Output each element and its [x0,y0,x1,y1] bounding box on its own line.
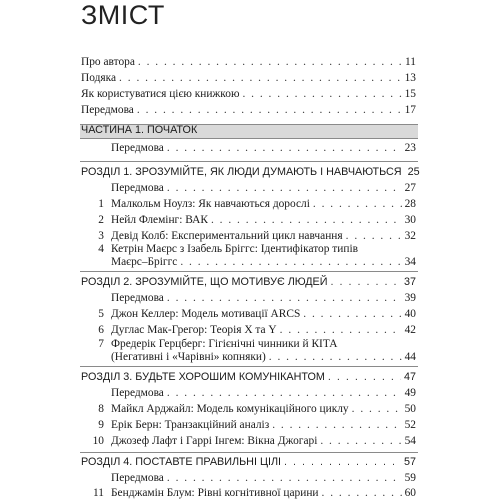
leader-dots [242,88,401,100]
entry-label: Передмова [111,472,164,484]
entry-number: 2 [98,214,104,226]
toc-entry[interactable] [98,403,416,419]
part-heading[interactable] [81,124,416,140]
entry-number: 7 [98,338,104,350]
leader-dots [352,403,402,415]
entry-page: 30 [404,214,416,226]
entry-label: Джон Келлер: Модель мотивації ARCS [111,308,301,320]
leader-dots [320,435,401,447]
toc-entry-line-2[interactable] [111,256,416,272]
toc-entry[interactable] [81,104,416,120]
entry-label: Бенджамін Блум: Рівні когнітивної царини [111,487,319,499]
entry-page: 59 [404,472,416,484]
entry-page: 40 [404,308,416,320]
entry-label: Подяка [81,72,117,84]
entry-page: 52 [404,419,416,431]
leader-dots [346,230,402,242]
toc-entry[interactable] [111,387,416,403]
entry-page: 60 [404,487,416,499]
leader-dots [322,487,402,499]
toc-entry[interactable] [92,435,416,451]
leader-dots [303,308,401,320]
entry-page: 23 [404,142,416,154]
leader-dots [167,292,402,304]
toc-entry[interactable] [98,308,416,324]
toc-entry[interactable] [93,487,416,503]
toc-entry[interactable] [111,472,416,488]
leader-dots [280,324,402,336]
entry-label: Передмова [111,292,164,304]
entry-number: 3 [98,230,104,242]
entry-page: 11 [405,56,416,68]
leader-dots [284,456,401,468]
entry-number: 8 [98,403,104,415]
leader-dots [138,56,402,68]
entry-label: Передмова [111,387,164,399]
entry-page: 32 [404,230,416,242]
page-title: ЗМІСТ [81,0,165,30]
entry-label: Девід Колб: Експериментальний цикл навчання [111,230,343,242]
chapter-page: 57 [403,456,416,468]
toc-entry[interactable] [81,56,416,72]
entry-label: Про автора [81,56,135,68]
chapter-heading[interactable] [81,276,416,292]
entry-page: 39 [404,292,416,304]
entry-page: 17 [404,104,416,116]
chapter-page: 47 [403,371,416,383]
toc-entry[interactable] [98,198,416,214]
entry-page: 50 [404,403,416,415]
entry-label: Дуглас Мак-Грегор: Теорія X та Y [111,324,277,336]
leader-dots [167,387,402,399]
entry-page: 27 [404,182,416,194]
entry-label: Ерік Берн: Транзакційний аналіз [111,419,270,431]
entry-number: 1 [98,198,104,210]
entry-page: 54 [404,435,416,447]
leader-dots [269,351,402,363]
entry-label: Передмова [111,182,164,194]
leader-dots [211,214,402,226]
toc-entry[interactable] [111,292,416,308]
chapter-heading[interactable] [81,456,416,472]
toc-entry[interactable] [111,142,416,158]
entry-page: 28 [404,198,416,210]
chapter-label: РОЗДІЛ 1. ЗРОЗУМІЙТЕ, ЯК ЛЮДИ ДУМАЮТЬ І НАВЧАЮТЬСЯ [81,166,402,178]
entry-number: 9 [98,419,104,431]
chapter-heading[interactable] [81,371,416,387]
chapter-label: РОЗДІЛ 3. БУДЬТЕ ХОРОШИМ КОМУНІКАНТОМ [81,371,325,383]
chapter-heading[interactable] [81,166,420,182]
entry-number: 4 [98,243,104,255]
chapter-page: 25 [407,166,420,178]
entry-label-continued: Маєрс–Бріггс [111,256,178,268]
entry-label: Передмова [111,142,164,154]
toc-entry[interactable] [98,419,416,435]
chapter-label: РОЗДІЛ 2. ЗРОЗУМІЙТЕ, ЩО МОТИВУЄ ЛЮДЕЙ [81,276,328,288]
leader-dots [119,72,402,84]
entry-number: 11 [93,487,104,499]
entry-page: 15 [404,88,416,100]
leader-dots [313,198,402,210]
entry-page: 13 [404,72,416,84]
entry-label: Як користуватися цією книжкою [81,88,240,100]
chapter-label: РОЗДІЛ 4. ПОСТАВТЕ ПРАВИЛЬНІ ЦІЛІ [81,456,282,468]
entry-label: Малкольм Ноулз: Як навчаються дорослі [111,198,310,210]
leader-dots [167,142,402,154]
entry-number: 5 [98,308,104,320]
leader-dots [180,256,401,268]
entry-page: 49 [404,387,416,399]
entry-label-continued: (Негативні і «Чарівні» копняки) [111,351,266,363]
part-label: ЧАСТИНА 1. ПОЧАТОК [81,124,198,136]
leader-dots [331,276,401,288]
toc-entry[interactable] [111,182,416,198]
entry-page: 44 [404,351,416,363]
leader-dots [328,371,401,383]
toc-entry[interactable] [98,214,416,230]
leader-dots [137,104,402,116]
entry-number: 6 [98,324,104,336]
toc-entry[interactable] [81,72,416,88]
entry-label: Кетрін Маєрс з Ізабель Бріггс: Ідентифікатор типів [111,243,359,255]
entry-label: Джозеф Лафт і Гаррі Інгем: Вікна Джогарі [111,435,318,447]
entry-label: Нейл Флемінг: ВАК [111,214,208,226]
chapter-page: 37 [403,276,416,288]
leader-dots [167,182,402,194]
entry-label: Майкл Арджайл: Модель комунікаційного циклу [111,403,349,415]
entry-label: Фредерік Герцберг: Гігієнічні чинники й КІТА [111,338,338,350]
entry-number: 10 [92,435,104,447]
leader-dots [272,419,401,431]
entry-label: Передмова [81,104,134,116]
leader-dots [167,472,402,484]
toc-entry-line-2[interactable] [111,351,416,367]
toc-entry[interactable] [81,88,416,104]
entry-page: 42 [404,324,416,336]
entry-page: 34 [404,256,416,268]
